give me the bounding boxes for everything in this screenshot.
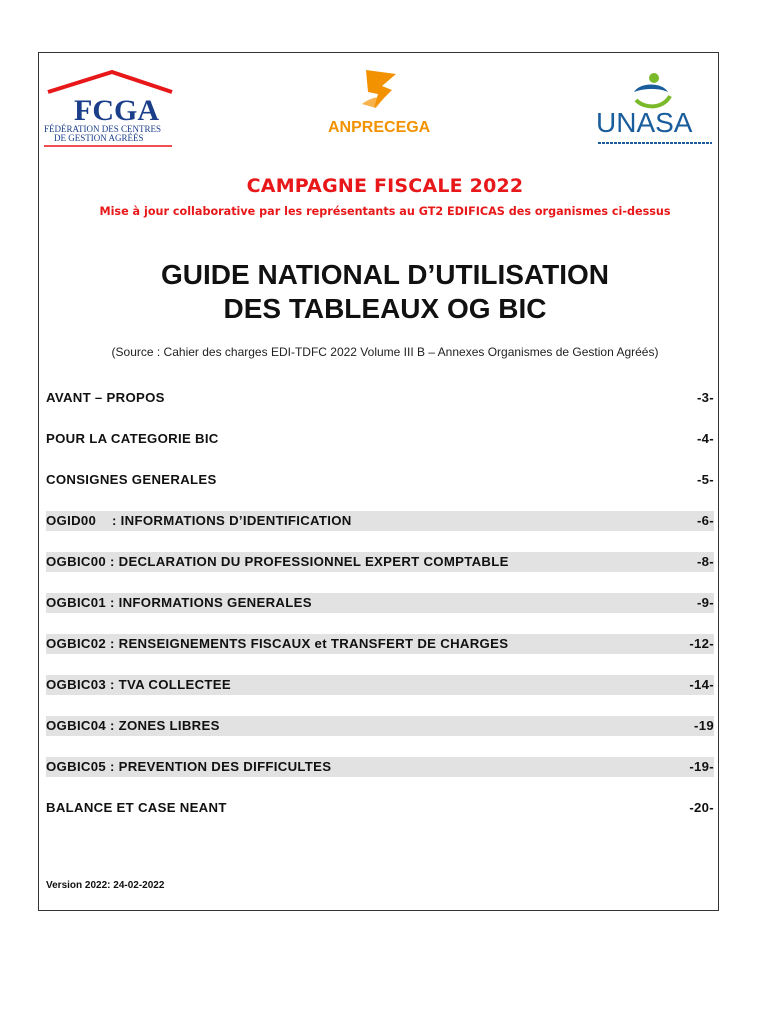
toc-label: OGBIC03 : TVA COLLECTEE	[46, 677, 231, 692]
toc-page-number: -5-	[696, 472, 714, 487]
toc-page-number: -3-	[696, 390, 714, 405]
toc-entry	[46, 716, 714, 736]
toc-page-number: -19-	[689, 759, 714, 774]
toc-entry	[46, 511, 714, 531]
toc-entry	[46, 388, 714, 408]
toc-entry	[46, 798, 714, 818]
version-note: Version 2022: 24-02-2022	[46, 880, 165, 891]
toc-label: OGID00 : INFORMATIONS D’IDENTIFICATION	[46, 513, 352, 528]
source-note: (Source : Cahier des charges EDI-TDFC 2022 Volume III B – Annexes Organismes de Gestion Agréés)	[111, 345, 659, 359]
toc-entry	[46, 552, 714, 572]
toc-label: AVANT – PROPOS	[46, 390, 165, 405]
toc-label: OGBIC05 : PREVENTION DES DIFFICULTES	[46, 759, 332, 774]
toc-label: POUR LA CATEGORIE BIC	[46, 431, 219, 446]
toc-page-number: -8-	[696, 554, 714, 569]
unasa-logo-text: UNASA	[596, 107, 693, 138]
toc-label: OGBIC01 : INFORMATIONS GENERALES	[46, 595, 312, 610]
toc-entry	[46, 634, 714, 654]
toc-page-number: -19	[694, 718, 714, 733]
anprecega-logo	[318, 68, 448, 140]
guide-title	[0, 258, 770, 326]
toc-label: CONSIGNES GENERALES	[46, 472, 217, 487]
fcga-logo-line1: FÉDÉRATION DES CENTRES	[44, 124, 162, 134]
toc-page-number: -14-	[689, 677, 714, 692]
toc-page-number: -20-	[689, 800, 714, 815]
campaign-title: CAMPAGNE FISCALE 2022	[246, 175, 524, 197]
toc-page-number: -12-	[689, 636, 714, 651]
toc-entry	[46, 470, 714, 490]
toc-entry	[46, 757, 714, 777]
fcga-logo-text: FCGA	[74, 94, 159, 127]
toc-label: BALANCE ET CASE NEANT	[46, 800, 227, 815]
fcga-logo-line2: DE GESTION AGRÉÉS	[54, 133, 144, 143]
toc-label: OGBIC04 : ZONES LIBRES	[46, 718, 220, 733]
update-note: Mise à jour collaborative par les représentants au GT2 EDIFICAS des organismes ci-dessus	[99, 205, 671, 218]
toc-label: OGBIC02 : RENSEIGNEMENTS FISCAUX et TRANSFERT DE CHARGES	[46, 636, 509, 651]
toc-entry	[46, 593, 714, 613]
toc-page-number: -9-	[696, 595, 714, 610]
guide-title-line1: GUIDE NATIONAL D’UTILISATION	[161, 259, 609, 290]
toc-label: OGBIC00 : DECLARATION DU PROFESSIONNEL EXPERT COMPTABLE	[46, 554, 509, 569]
toc-entry	[46, 675, 714, 695]
toc-page-number: -6-	[696, 513, 714, 528]
unasa-logo	[592, 70, 717, 150]
anprecega-logo-text: ANPRECEGA	[328, 119, 431, 136]
guide-title-line2: DES TABLEAUX OG BIC	[223, 293, 547, 324]
toc-page-number: -4-	[696, 431, 714, 446]
fcga-logo	[40, 70, 175, 150]
toc-entry	[46, 429, 714, 449]
